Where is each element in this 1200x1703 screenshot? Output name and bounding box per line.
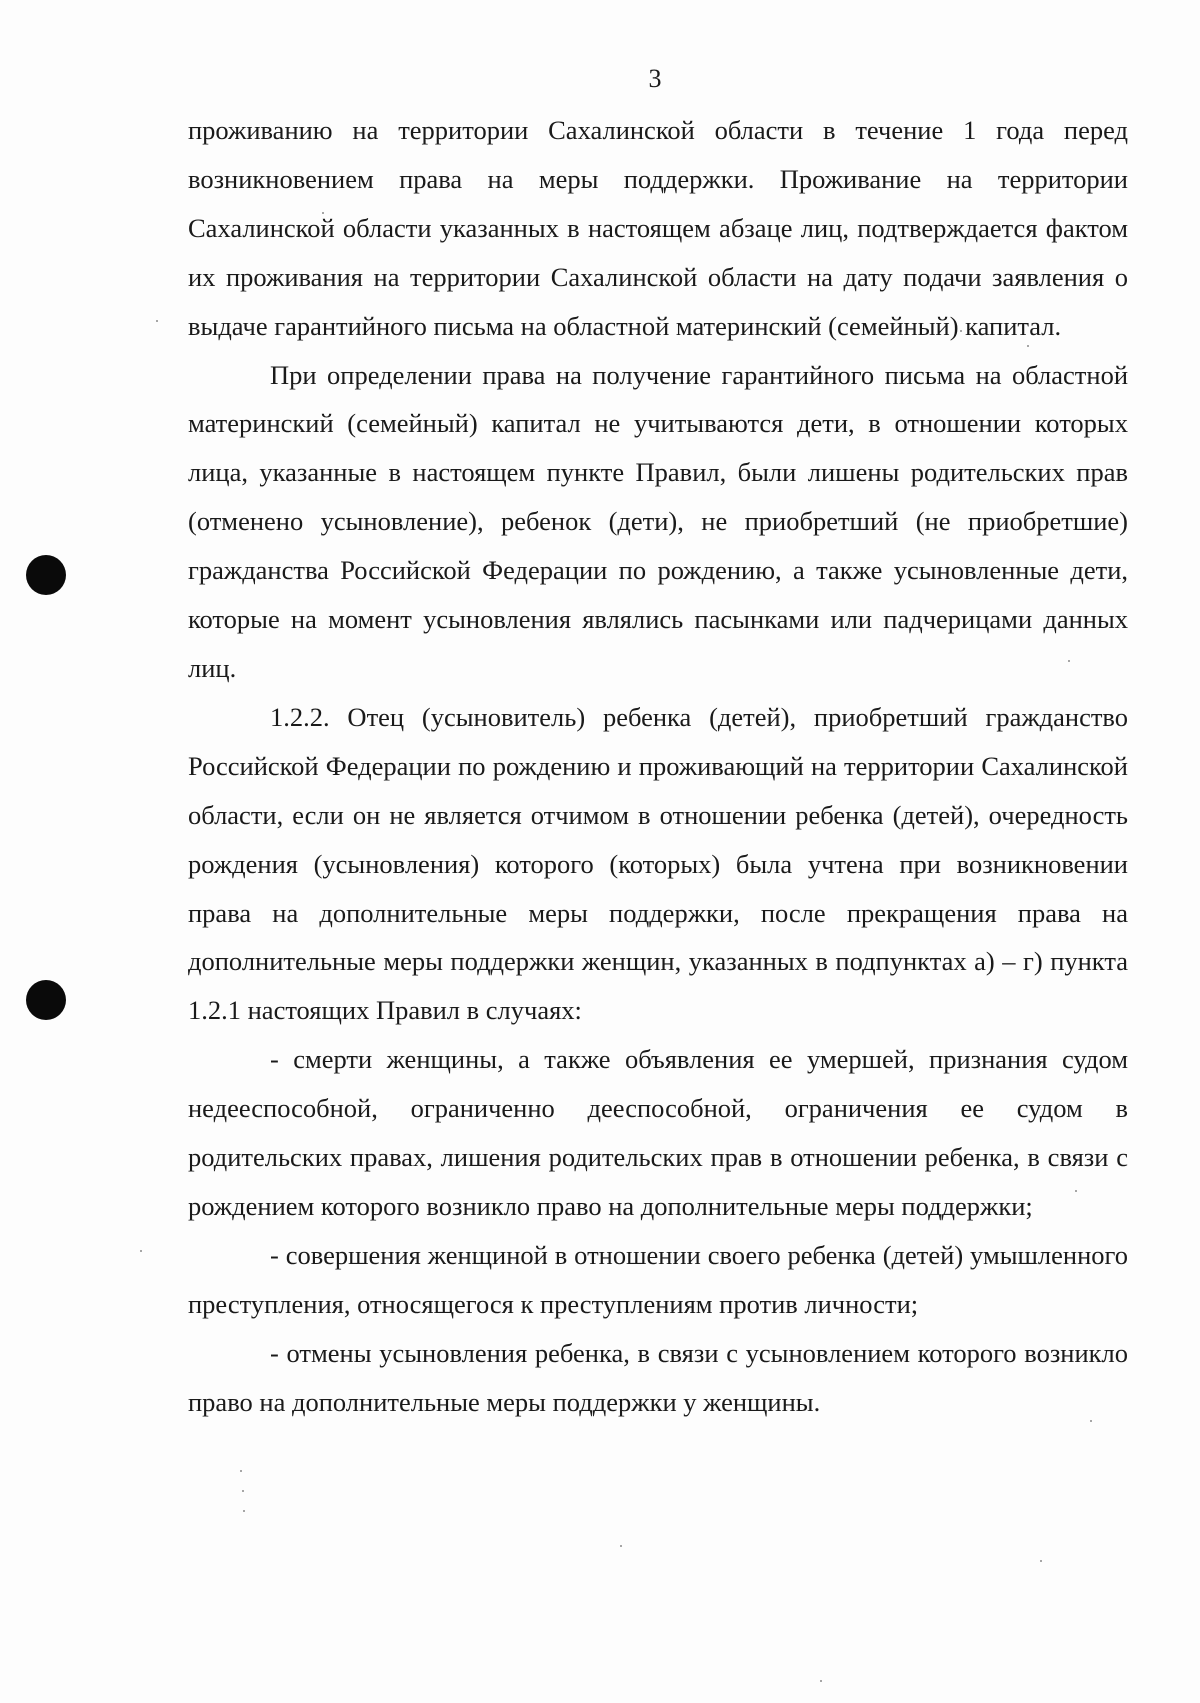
scan-speck — [240, 1470, 242, 1472]
scan-speck — [620, 1545, 622, 1547]
paragraph-clause-1-2-2: 1.2.2. Отец (усыновитель) ребенка (детей), приобретший гражданство Российской Федерации по рождению и проживающий на территории Сахалинской области, если он не является отчимом в отношении ребенка (детей), очередность рождения (усыновления) которого (которых) была учтена при возникновении права на дополнительные меры поддержки, после прекращения права на дополнительные меры поддержки женщин, указанных в подпунктах а) – г) пункта 1.2.1 настоящих Правил в случаях: — [188, 701, 1128, 1026]
punch-hole-lower — [26, 980, 66, 1020]
scan-speck — [242, 1490, 244, 1492]
paragraph-residence-requirement: проживанию на территории Сахалинской области в течение 1 года перед возникновением права на меры поддержки. Проживание на территории Сахалинской области указанных в настоящем абзаце лиц, подтверждается фактом их проживания на территории Сахалинской области на дату подачи заявления о выдаче гарантийного письма на областной материнский (семейный) капитал. — [188, 115, 1128, 341]
scan-speck — [820, 1680, 822, 1682]
list-item-case-adoption-cancel: - отмены усыновления ребенка, в связи с усыновлением которого возникло право на дополнительные меры поддержки у женщины. — [188, 1337, 1128, 1417]
scan-speck — [156, 320, 158, 322]
document-body — [188, 106, 1128, 1426]
list-item-case-crime: - совершения женщиной в отношении своего ребенка (детей) умышленного преступления, относящегося к преступлениям против личности; — [188, 1239, 1128, 1319]
list-item-case-death: - смерти женщины, а также объявления ее умершей, признания судом недееспособной, ограниченно дееспособной, ограничения ее судом в родительских правах, лишения родительских прав в отношении ребенка, в связи с рождением которого возникло право на дополнительные меры поддержки; — [188, 1044, 1128, 1221]
punch-hole-upper — [26, 555, 66, 595]
scan-speck — [1040, 1560, 1042, 1562]
scan-speck — [243, 1510, 245, 1512]
page-number: 3 — [648, 64, 662, 93]
paragraph-children-not-counted: При определении права на получение гарантийного письма на областной материнский (семейный) капитал не учитываются дети, в отношении которых лица, указанные в настоящем пункте Правил, были лишены родительских прав (отменено усыновление), ребенок (дети), не приобретший (не приобретшие) гражданства Российской Федерации по рождению, а также усыновленные дети, которые на момент усыновления являлись пасынками или падчерицами данных лиц. — [188, 359, 1128, 683]
scan-speck — [140, 1250, 142, 1252]
